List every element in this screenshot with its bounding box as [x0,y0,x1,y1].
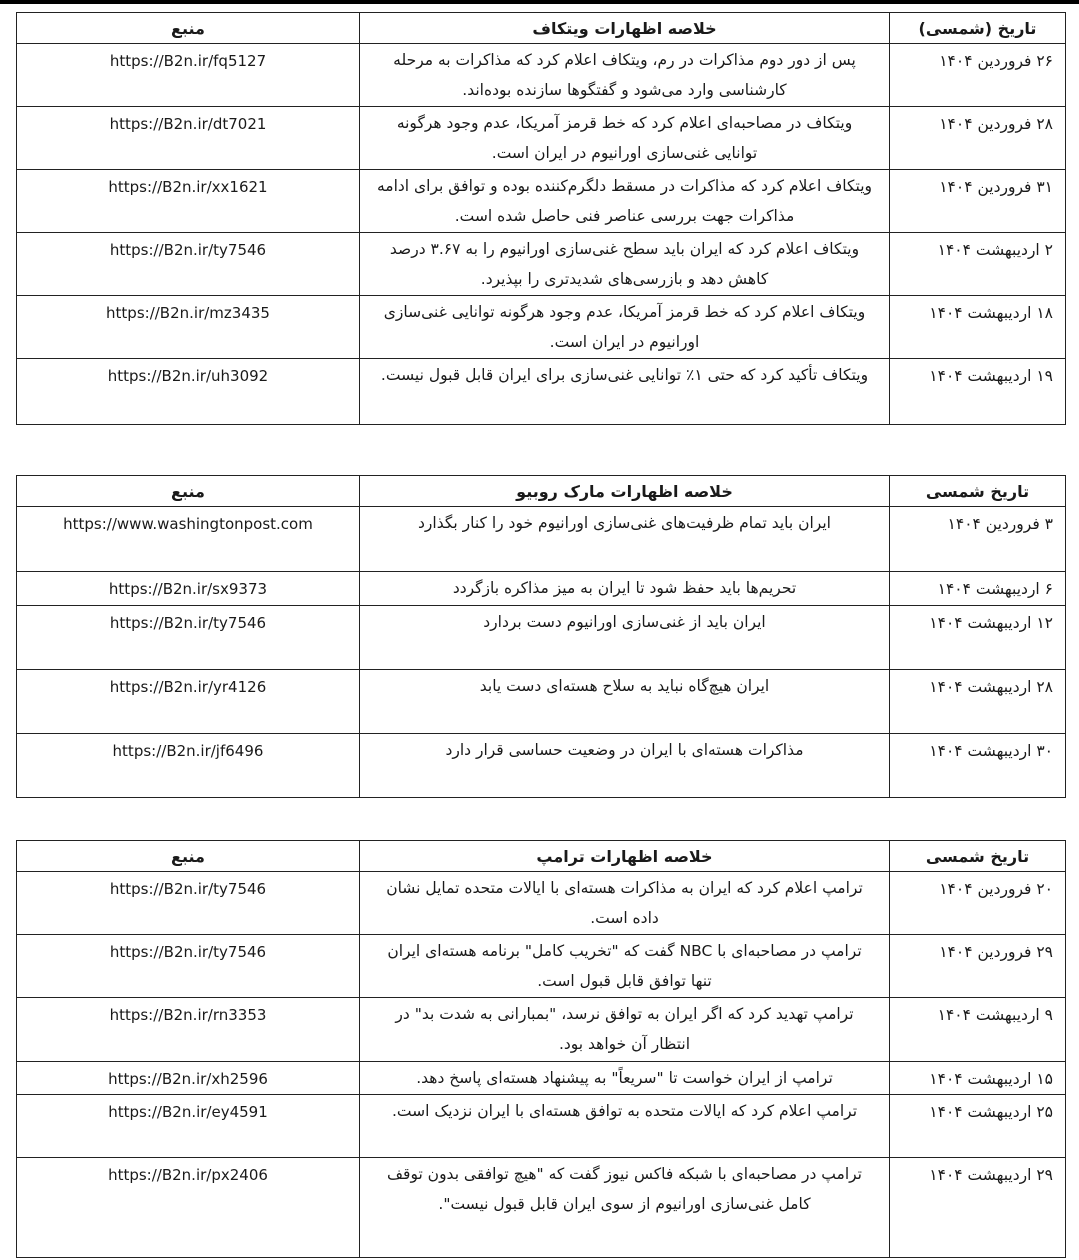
statement-date: ۱۸ اردیبهشت ۱۴۰۴ [890,296,1066,359]
source-link[interactable]: https://B2n.ir/jf6496 [17,734,360,798]
source-column-header: منبع [17,476,360,507]
statement-summary: ایران هیچ‌گاه نباید به سلاح هسته‌ای دست یابد [360,670,890,734]
trump-statements-table [16,840,1066,1258]
table-row [17,872,1066,935]
table-row [17,233,1066,296]
table-row [17,998,1066,1062]
statement-date: ۳۰ اردیبهشت ۱۴۰۴ [890,734,1066,798]
table-row [17,1095,1066,1158]
statement-summary: ترامپ تهدید کرد که اگر ایران به توافق نرسد، "بمبارانی به شدت بد" در انتظار آن خواهد بود. [360,998,890,1062]
table-row [17,44,1066,107]
table-header-row [17,476,1066,507]
statement-summary: ویتکاف در مصاحبه‌ای اعلام کرد که خط قرمز آمریکا، عدم وجود هرگونه توانایی غنی‌سازی اورانیوم در ایران است. [360,107,890,170]
table-row [17,734,1066,798]
rubio-statements-table [16,475,1066,798]
statement-date: ۱۲ اردیبهشت ۱۴۰۴ [890,606,1066,670]
summary-column-header: خلاصه اظهارات ترامپ [360,841,890,872]
witkoff-statements-table [16,12,1066,425]
statement-summary: ترامپ در مصاحبه‌ای با NBC گفت که "تخریب کامل" برنامه هسته‌ای ایران تنها توافق قابل قبول است. [360,935,890,998]
statement-summary: ویتکاف اعلام کرد که خط قرمز آمریکا، عدم وجود هرگونه توانایی غنی‌سازی اورانیوم در ایران است. [360,296,890,359]
statement-date: ۲۸ فروردین ۱۴۰۴ [890,107,1066,170]
statement-date: ۲۹ فروردین ۱۴۰۴ [890,935,1066,998]
source-link[interactable]: https://B2n.ir/ty7546 [17,935,360,998]
source-link[interactable]: https://B2n.ir/ty7546 [17,606,360,670]
source-link[interactable]: https://B2n.ir/px2406 [17,1158,360,1258]
statement-date: ۱۹ اردیبهشت ۱۴۰۴ [890,359,1066,425]
source-link[interactable]: https://B2n.ir/ty7546 [17,872,360,935]
statement-date: ۹ اردیبهشت ۱۴۰۴ [890,998,1066,1062]
table-row [17,107,1066,170]
source-link[interactable]: https://B2n.ir/fq5127 [17,44,360,107]
statement-date: ۶ اردیبهشت ۱۴۰۴ [890,572,1066,606]
statement-summary: ویتکاف اعلام کرد که مذاکرات در مسقط دلگرم‌کننده بوده و توافق برای ادامه مذاکرات جهت بررسی عناصر فنی حاصل شده است. [360,170,890,233]
statement-date: ۲ اردیبهشت ۱۴۰۴ [890,233,1066,296]
table-row [17,170,1066,233]
statement-date: ۳ فروردین ۱۴۰۴ [890,507,1066,572]
statement-summary: ترامپ اعلام کرد که ایران به مذاکرات هسته‌ای با ایالات متحده تمایل نشان داده است. [360,872,890,935]
statement-summary: مذاکرات هسته‌ای با ایران در وضعیت حساسی قرار دارد [360,734,890,798]
statement-summary: ایران باید از غنی‌سازی اورانیوم دست بردارد [360,606,890,670]
summary-column-header: خلاصه اظهارات مارک روبیو [360,476,890,507]
table-row [17,606,1066,670]
statement-date: ۱۵ اردیبهشت ۱۴۰۴ [890,1062,1066,1095]
statement-summary: ترامپ از ایران خواست تا "سریعاً" به پیشنهاد هسته‌ای پاسخ دهد. [360,1062,890,1095]
statement-summary: پس از دور دوم مذاکرات در رم، ویتکاف اعلام کرد که مذاکرات به مرحله کارشناسی وارد می‌شود و گفتگوها سازنده بوده‌اند. [360,44,890,107]
source-link[interactable]: https://B2n.ir/rn3353 [17,998,360,1062]
table-header-row [17,841,1066,872]
source-column-header: منبع [17,841,360,872]
source-link[interactable]: https://B2n.ir/sx9373 [17,572,360,606]
top-border-bar [0,0,1079,4]
table-header-row [17,13,1066,44]
source-link[interactable]: https://B2n.ir/ey4591 [17,1095,360,1158]
table-row [17,1158,1066,1258]
source-link[interactable]: https://B2n.ir/mz3435 [17,296,360,359]
table-row [17,1062,1066,1095]
source-column-header: منبع [17,13,360,44]
statement-summary: ویتکاف اعلام کرد که ایران باید سطح غنی‌سازی اورانیوم را به ۳.۶۷ درصد کاهش دهد و بازرسی‌های شدیدتری را بپذیرد. [360,233,890,296]
source-link[interactable]: https://B2n.ir/dt7021 [17,107,360,170]
statement-date: ۳۱ فروردین ۱۴۰۴ [890,170,1066,233]
source-link[interactable]: https://B2n.ir/xx1621 [17,170,360,233]
statement-summary: ایران باید تمام ظرفیت‌های غنی‌سازی اورانیوم خود را کنار بگذارد [360,507,890,572]
statement-date: ۲۵ اردیبهشت ۱۴۰۴ [890,1095,1066,1158]
date-column-header: تاریخ شمسی [890,476,1066,507]
table-row [17,507,1066,572]
statement-date: ۲۰ فروردین ۱۴۰۴ [890,872,1066,935]
source-link[interactable]: https://B2n.ir/ty7546 [17,233,360,296]
table-row [17,670,1066,734]
table-row [17,572,1066,606]
statement-summary: ترامپ در مصاحبه‌ای با شبکه فاکس نیوز گفت که "هیچ توافقی بدون توقف کامل غنی‌سازی اورانیوم از سوی ایران قابل قبول نیست". [360,1158,890,1258]
date-column-header: تاریخ (شمسی) [890,13,1066,44]
source-link[interactable]: https://B2n.ir/yr4126 [17,670,360,734]
source-link[interactable]: https://B2n.ir/xh2596 [17,1062,360,1095]
statement-summary: ویتکاف تأکید کرد که حتی ۱٪ توانایی غنی‌سازی برای ایران قابل قبول نیست. [360,359,890,425]
date-column-header: تاریخ شمسی [890,841,1066,872]
table-row [17,935,1066,998]
statement-date: ۲۶ فروردین ۱۴۰۴ [890,44,1066,107]
table-row [17,359,1066,425]
statement-date: ۲۸ اردیبهشت ۱۴۰۴ [890,670,1066,734]
statement-date: ۲۹ اردیبهشت ۱۴۰۴ [890,1158,1066,1258]
statement-summary: ترامپ اعلام کرد که ایالات متحده به توافق هسته‌ای با ایران نزدیک است. [360,1095,890,1158]
source-link[interactable]: https://B2n.ir/uh3092 [17,359,360,425]
statement-summary: تحریم‌ها باید حفظ شود تا ایران به میز مذاکره بازگردد [360,572,890,606]
summary-column-header: خلاصه اظهارات ویتکاف [360,13,890,44]
source-link[interactable]: https://www.washingtonpost.com [17,507,360,572]
table-row [17,296,1066,359]
